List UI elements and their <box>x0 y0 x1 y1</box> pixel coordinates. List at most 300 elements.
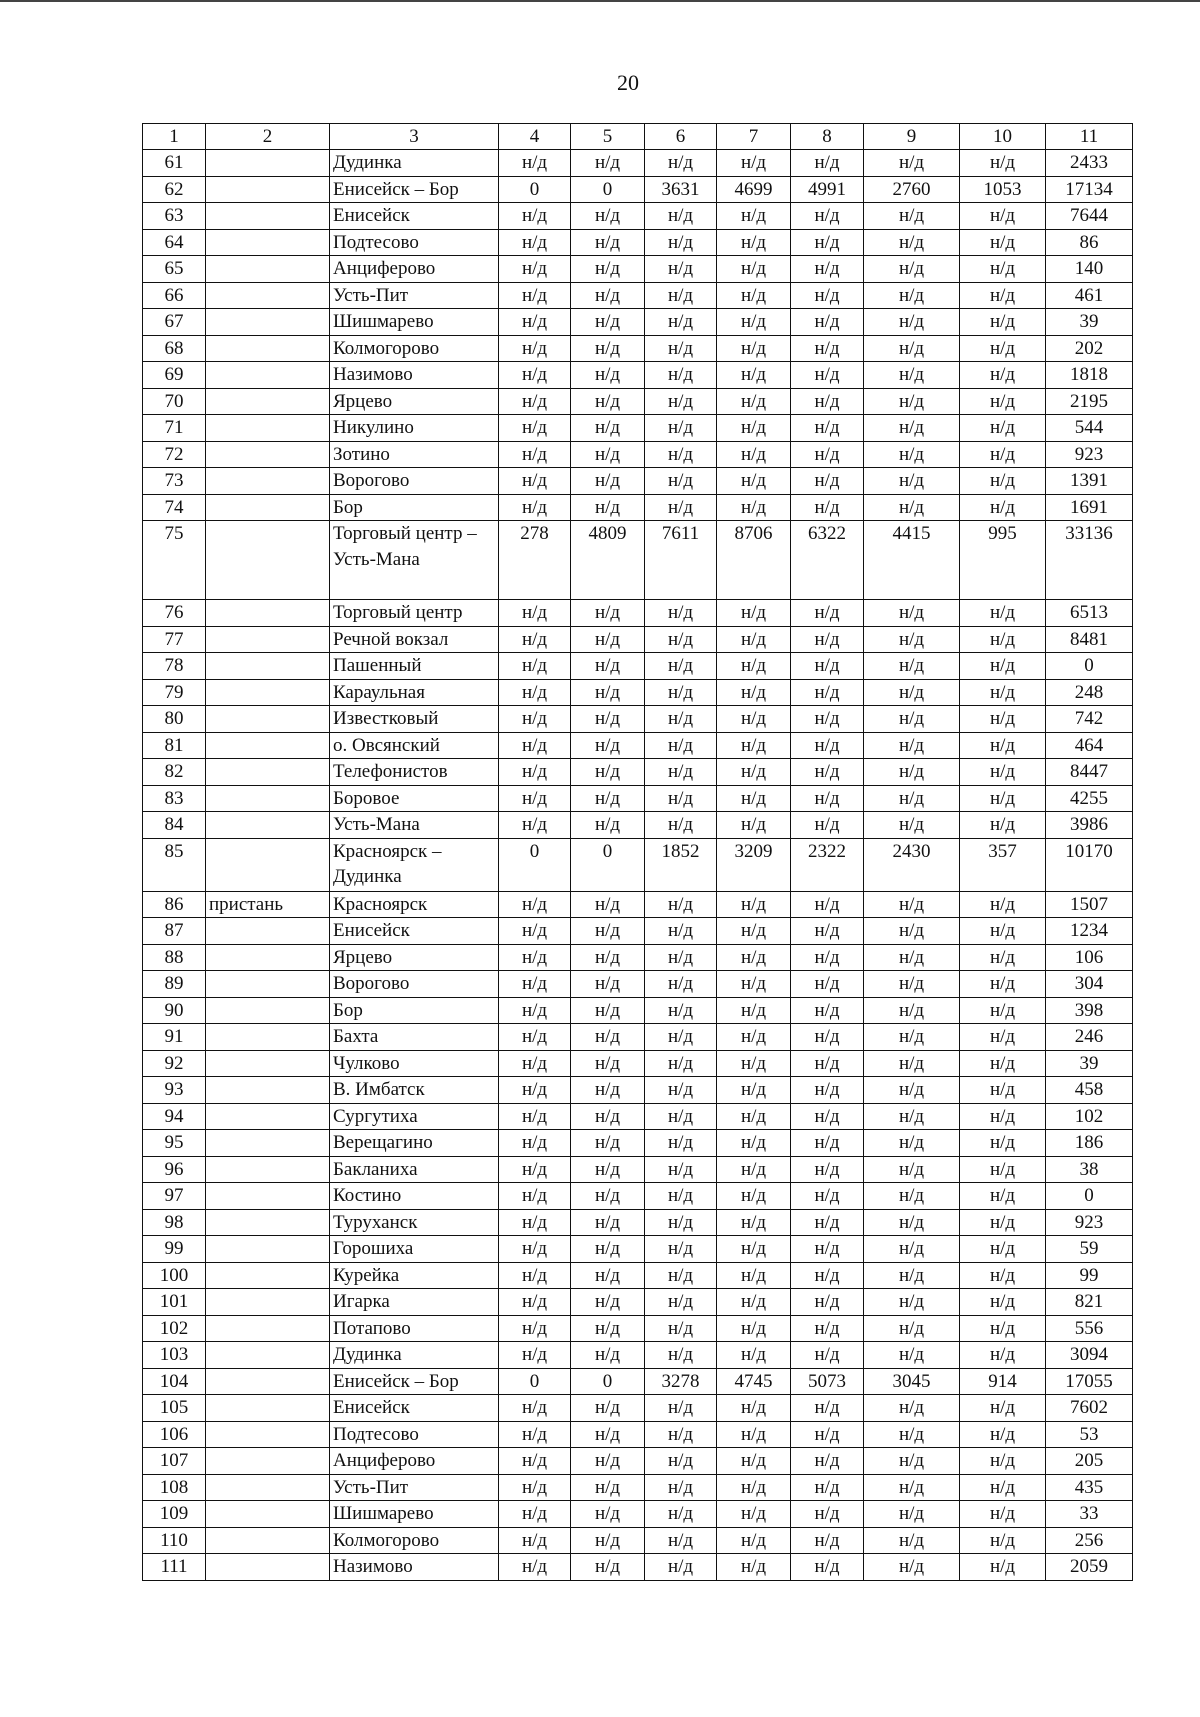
value-cell: н/д <box>864 1527 960 1554</box>
row-number-cell: 94 <box>143 1103 206 1130</box>
value-cell: 995 <box>960 521 1046 600</box>
value-cell: н/д <box>864 1289 960 1316</box>
type-cell <box>206 1527 330 1554</box>
value-cell: 7602 <box>1046 1395 1133 1422</box>
value-cell: н/д <box>960 1474 1046 1501</box>
row-number-cell: 71 <box>143 415 206 442</box>
value-cell: н/д <box>571 468 645 495</box>
type-cell <box>206 415 330 442</box>
value-cell: н/д <box>960 653 1046 680</box>
name-cell <box>330 1501 499 1528</box>
value-cell: н/д <box>960 812 1046 839</box>
row-number-cell: 106 <box>143 1421 206 1448</box>
table-row <box>143 971 1133 998</box>
table-row <box>143 600 1133 627</box>
name-cell <box>330 891 499 918</box>
row-number-cell: 76 <box>143 600 206 627</box>
value-cell: н/д <box>960 626 1046 653</box>
name-text: Подтесово <box>333 1423 419 1445</box>
header-cell: 10 <box>960 124 1046 150</box>
type-cell <box>206 1209 330 1236</box>
value-cell: н/д <box>960 1130 1046 1157</box>
name-text: Ярцево <box>333 390 393 412</box>
value-cell: н/д <box>791 1527 864 1554</box>
name-text: Дудинка <box>333 1344 402 1366</box>
value-cell: 4991 <box>791 176 864 203</box>
name-cell <box>330 415 499 442</box>
table-row <box>143 1077 1133 1104</box>
name-text: Енисейск <box>333 1397 410 1419</box>
value-cell: н/д <box>864 256 960 283</box>
value-cell: н/д <box>499 494 571 521</box>
value-cell: н/д <box>960 494 1046 521</box>
value-cell: н/д <box>791 1262 864 1289</box>
value-cell: н/д <box>791 653 864 680</box>
name-cell <box>330 971 499 998</box>
value-cell: н/д <box>645 1156 717 1183</box>
row-number-cell: 104 <box>143 1368 206 1395</box>
value-cell: 2433 <box>1046 150 1133 177</box>
value-cell: н/д <box>864 150 960 177</box>
row-number-cell: 77 <box>143 626 206 653</box>
value-cell: н/д <box>864 1024 960 1051</box>
value-cell: 914 <box>960 1368 1046 1395</box>
value-cell: 8706 <box>717 521 791 600</box>
type-cell <box>206 1421 330 1448</box>
value-cell: н/д <box>960 918 1046 945</box>
value-cell: н/д <box>864 600 960 627</box>
value-cell: н/д <box>960 891 1046 918</box>
value-cell: н/д <box>571 494 645 521</box>
name-text: Усть-Пит <box>333 1476 409 1498</box>
name-text: Колмогорово <box>333 337 440 359</box>
value-cell: 0 <box>499 1368 571 1395</box>
value-cell: 544 <box>1046 415 1133 442</box>
value-cell: н/д <box>645 1421 717 1448</box>
value-cell: 2059 <box>1046 1554 1133 1581</box>
value-cell: н/д <box>717 1474 791 1501</box>
value-cell: н/д <box>864 1554 960 1581</box>
name-text: Пашенный <box>333 655 422 677</box>
value-cell: н/д <box>960 1236 1046 1263</box>
value-cell: 1818 <box>1046 362 1133 389</box>
value-cell: 4699 <box>717 176 791 203</box>
name-text: Бахта <box>333 1026 379 1048</box>
value-cell: н/д <box>571 229 645 256</box>
value-cell: 6322 <box>791 521 864 600</box>
value-cell: н/д <box>791 759 864 786</box>
value-cell: н/д <box>717 1077 791 1104</box>
value-cell: н/д <box>717 282 791 309</box>
header-cell: 4 <box>499 124 571 150</box>
value-cell: н/д <box>571 362 645 389</box>
value-cell: н/д <box>645 732 717 759</box>
value-cell: 556 <box>1046 1315 1133 1342</box>
value-cell: 17055 <box>1046 1368 1133 1395</box>
value-cell: н/д <box>864 679 960 706</box>
value-cell: н/д <box>571 1289 645 1316</box>
value-cell: н/д <box>791 1448 864 1475</box>
value-cell: 7644 <box>1046 203 1133 230</box>
name-text: Известковый <box>333 708 439 730</box>
value-cell: н/д <box>960 468 1046 495</box>
value-cell: н/д <box>645 1236 717 1263</box>
value-cell: 1852 <box>645 838 717 891</box>
value-cell: н/д <box>717 918 791 945</box>
name-cell <box>330 1342 499 1369</box>
value-cell: н/д <box>717 1501 791 1528</box>
value-cell: н/д <box>571 1448 645 1475</box>
value-cell: н/д <box>571 282 645 309</box>
value-cell: н/д <box>791 1130 864 1157</box>
value-cell: 742 <box>1046 706 1133 733</box>
value-cell: н/д <box>717 309 791 336</box>
value-cell: н/д <box>499 759 571 786</box>
value-cell: н/д <box>960 785 1046 812</box>
value-cell: 39 <box>1046 1050 1133 1077</box>
name-cell <box>330 626 499 653</box>
value-cell: н/д <box>499 1156 571 1183</box>
value-cell: н/д <box>791 309 864 336</box>
row-number-cell: 98 <box>143 1209 206 1236</box>
value-cell: н/д <box>645 785 717 812</box>
value-cell: н/д <box>960 1183 1046 1210</box>
row-number-cell: 90 <box>143 997 206 1024</box>
row-number-cell: 99 <box>143 1236 206 1263</box>
value-cell: н/д <box>645 1262 717 1289</box>
row-number-cell: 85 <box>143 838 206 891</box>
name-text: Енисейск – Бор <box>333 1370 459 1392</box>
row-number-cell: 83 <box>143 785 206 812</box>
type-cell <box>206 653 330 680</box>
value-cell: н/д <box>960 1050 1046 1077</box>
row-number-cell: 75 <box>143 521 206 600</box>
type-cell <box>206 1554 330 1581</box>
name-cell <box>330 1130 499 1157</box>
value-cell: н/д <box>791 1395 864 1422</box>
value-cell: н/д <box>571 918 645 945</box>
name-text: Енисейск <box>333 920 410 942</box>
type-cell <box>206 1183 330 1210</box>
value-cell: н/д <box>791 1421 864 1448</box>
row-number-cell: 105 <box>143 1395 206 1422</box>
header-cell: 11 <box>1046 124 1133 150</box>
value-cell: н/д <box>960 1501 1046 1528</box>
value-cell: н/д <box>791 1077 864 1104</box>
row-number-cell: 62 <box>143 176 206 203</box>
value-cell: н/д <box>960 706 1046 733</box>
value-cell: н/д <box>960 388 1046 415</box>
value-cell: н/д <box>791 150 864 177</box>
type-cell <box>206 706 330 733</box>
value-cell: н/д <box>571 150 645 177</box>
table-row <box>143 335 1133 362</box>
value-cell: 821 <box>1046 1289 1133 1316</box>
value-cell: н/д <box>571 415 645 442</box>
table-row <box>143 1474 1133 1501</box>
table-row <box>143 732 1133 759</box>
name-cell <box>330 1103 499 1130</box>
value-cell: н/д <box>864 309 960 336</box>
row-number-cell: 88 <box>143 944 206 971</box>
name-text: Торговый центр – Усть-Мана <box>333 523 477 570</box>
value-cell: н/д <box>571 335 645 362</box>
table-row <box>143 918 1133 945</box>
value-cell: н/д <box>499 1527 571 1554</box>
name-cell <box>330 706 499 733</box>
table-row <box>143 441 1133 468</box>
value-cell: 0 <box>499 838 571 891</box>
row-number-cell: 74 <box>143 494 206 521</box>
table-row <box>143 1050 1133 1077</box>
table-row <box>143 229 1133 256</box>
value-cell: н/д <box>645 971 717 998</box>
value-cell: н/д <box>499 1024 571 1051</box>
value-cell: н/д <box>717 1236 791 1263</box>
value-cell: 33 <box>1046 1501 1133 1528</box>
value-cell: н/д <box>571 679 645 706</box>
row-number-cell: 70 <box>143 388 206 415</box>
name-cell <box>330 1209 499 1236</box>
table-row <box>143 653 1133 680</box>
type-cell <box>206 521 330 600</box>
value-cell: н/д <box>960 203 1046 230</box>
value-cell: н/д <box>960 1077 1046 1104</box>
name-cell <box>330 309 499 336</box>
row-number-cell: 91 <box>143 1024 206 1051</box>
name-text: Подтесово <box>333 231 419 253</box>
name-text: Енисейск <box>333 205 410 227</box>
table-row <box>143 1262 1133 1289</box>
value-cell: н/д <box>864 1395 960 1422</box>
value-cell: н/д <box>864 1209 960 1236</box>
row-number-cell: 78 <box>143 653 206 680</box>
table-row <box>143 1315 1133 1342</box>
table-row <box>143 1209 1133 1236</box>
value-cell: н/д <box>717 150 791 177</box>
value-cell: н/д <box>791 1156 864 1183</box>
row-number-cell: 87 <box>143 918 206 945</box>
value-cell: н/д <box>499 997 571 1024</box>
value-cell: н/д <box>499 415 571 442</box>
value-cell: н/д <box>499 1209 571 1236</box>
value-cell: 2430 <box>864 838 960 891</box>
value-cell: н/д <box>645 1448 717 1475</box>
value-cell: 106 <box>1046 944 1133 971</box>
value-cell: н/д <box>571 1209 645 1236</box>
name-cell <box>330 997 499 1024</box>
name-cell <box>330 256 499 283</box>
value-cell: н/д <box>571 971 645 998</box>
table-row <box>143 521 1133 600</box>
name-cell <box>330 1024 499 1051</box>
type-cell <box>206 918 330 945</box>
name-cell <box>330 1315 499 1342</box>
value-cell: 0 <box>1046 1183 1133 1210</box>
type-cell <box>206 1368 330 1395</box>
value-cell: н/д <box>791 1554 864 1581</box>
value-cell: н/д <box>645 1395 717 1422</box>
type-cell <box>206 494 330 521</box>
value-cell: н/д <box>645 1527 717 1554</box>
value-cell: н/д <box>499 706 571 733</box>
type-cell <box>206 229 330 256</box>
header-cell: 2 <box>206 124 330 150</box>
type-cell <box>206 732 330 759</box>
name-text: Усть-Пит <box>333 284 409 306</box>
name-cell <box>330 388 499 415</box>
value-cell: н/д <box>645 282 717 309</box>
value-cell: н/д <box>571 1474 645 1501</box>
type-cell <box>206 441 330 468</box>
value-cell: н/д <box>791 626 864 653</box>
value-cell: н/д <box>499 1130 571 1157</box>
name-text: Усть-Мана <box>333 814 420 836</box>
table-row <box>143 1421 1133 1448</box>
type-cell <box>206 1342 330 1369</box>
value-cell: 4255 <box>1046 785 1133 812</box>
name-text: Енисейск – Бор <box>333 178 459 200</box>
value-cell: н/д <box>717 1103 791 1130</box>
value-cell: н/д <box>645 229 717 256</box>
value-cell: н/д <box>717 1262 791 1289</box>
value-cell: н/д <box>499 1262 571 1289</box>
value-cell: 2322 <box>791 838 864 891</box>
name-cell <box>330 1448 499 1475</box>
type-cell <box>206 759 330 786</box>
value-cell: н/д <box>960 759 1046 786</box>
row-number-cell: 72 <box>143 441 206 468</box>
value-cell: 1691 <box>1046 494 1133 521</box>
row-number-cell: 82 <box>143 759 206 786</box>
value-cell: н/д <box>864 203 960 230</box>
value-cell: 1507 <box>1046 891 1133 918</box>
type-cell <box>206 1077 330 1104</box>
name-text: Колмогорово <box>333 1529 440 1551</box>
value-cell: н/д <box>864 1183 960 1210</box>
value-cell: н/д <box>645 150 717 177</box>
value-cell: н/д <box>864 785 960 812</box>
value-cell: н/д <box>960 1448 1046 1475</box>
value-cell: н/д <box>864 759 960 786</box>
type-cell <box>206 256 330 283</box>
value-cell: н/д <box>717 1024 791 1051</box>
row-number-cell: 110 <box>143 1527 206 1554</box>
value-cell: н/д <box>864 971 960 998</box>
row-number-cell: 102 <box>143 1315 206 1342</box>
value-cell: 0 <box>1046 653 1133 680</box>
value-cell: н/д <box>864 1077 960 1104</box>
value-cell: 140 <box>1046 256 1133 283</box>
value-cell: 6513 <box>1046 600 1133 627</box>
row-number-cell: 69 <box>143 362 206 389</box>
value-cell: н/д <box>791 415 864 442</box>
value-cell: 2760 <box>864 176 960 203</box>
value-cell: н/д <box>791 1474 864 1501</box>
value-cell: н/д <box>717 494 791 521</box>
value-cell: н/д <box>645 1554 717 1581</box>
value-cell: н/д <box>571 785 645 812</box>
table-row <box>143 176 1133 203</box>
value-cell: н/д <box>864 468 960 495</box>
type-cell <box>206 282 330 309</box>
value-cell: н/д <box>791 732 864 759</box>
name-cell <box>330 944 499 971</box>
value-cell: н/д <box>791 706 864 733</box>
value-cell: н/д <box>571 1077 645 1104</box>
name-text: Бакланиха <box>333 1158 418 1180</box>
value-cell: н/д <box>791 229 864 256</box>
value-cell: н/д <box>717 1130 791 1157</box>
table-row <box>143 150 1133 177</box>
value-cell: н/д <box>645 1474 717 1501</box>
value-cell: н/д <box>717 997 791 1024</box>
value-cell: н/д <box>960 441 1046 468</box>
name-cell <box>330 229 499 256</box>
value-cell: н/д <box>791 1050 864 1077</box>
value-cell: н/д <box>864 1342 960 1369</box>
name-cell <box>330 362 499 389</box>
value-cell: 256 <box>1046 1527 1133 1554</box>
value-cell: н/д <box>499 600 571 627</box>
value-cell: н/д <box>717 1395 791 1422</box>
name-text: Дудинка <box>333 152 402 174</box>
name-text: Анциферово <box>333 258 436 280</box>
value-cell: н/д <box>717 415 791 442</box>
table-row <box>143 282 1133 309</box>
row-number-cell: 73 <box>143 468 206 495</box>
value-cell: н/д <box>499 944 571 971</box>
value-cell: н/д <box>791 1342 864 1369</box>
name-cell <box>330 1262 499 1289</box>
value-cell: н/д <box>960 600 1046 627</box>
value-cell: 5073 <box>791 1368 864 1395</box>
value-cell: н/д <box>499 1421 571 1448</box>
header-cell: 1 <box>143 124 206 150</box>
value-cell: н/д <box>864 997 960 1024</box>
name-text: Боровое <box>333 787 400 809</box>
value-cell: н/д <box>960 229 1046 256</box>
value-cell: н/д <box>499 468 571 495</box>
value-cell: н/д <box>499 309 571 336</box>
value-cell: 38 <box>1046 1156 1133 1183</box>
name-cell <box>330 759 499 786</box>
name-text: Зотино <box>333 443 390 465</box>
value-cell: н/д <box>499 1448 571 1475</box>
name-cell <box>330 1236 499 1263</box>
value-cell: н/д <box>864 282 960 309</box>
value-cell: н/д <box>960 1289 1046 1316</box>
value-cell: 398 <box>1046 997 1133 1024</box>
value-cell: н/д <box>864 1103 960 1130</box>
value-cell: 278 <box>499 521 571 600</box>
name-text: о. Овсянский <box>333 734 440 756</box>
value-cell: н/д <box>717 203 791 230</box>
name-text: Красноярск – Дудинка <box>333 840 442 888</box>
value-cell: н/д <box>960 362 1046 389</box>
table-row <box>143 203 1133 230</box>
page-top-border <box>0 0 1200 2</box>
name-cell <box>330 1050 499 1077</box>
value-cell: н/д <box>499 441 571 468</box>
value-cell: 1053 <box>960 176 1046 203</box>
value-cell: 461 <box>1046 282 1133 309</box>
value-cell: н/д <box>960 732 1046 759</box>
value-cell: 10170 <box>1046 838 1133 891</box>
value-cell: н/д <box>645 1024 717 1051</box>
name-cell <box>330 1156 499 1183</box>
name-cell <box>330 1474 499 1501</box>
